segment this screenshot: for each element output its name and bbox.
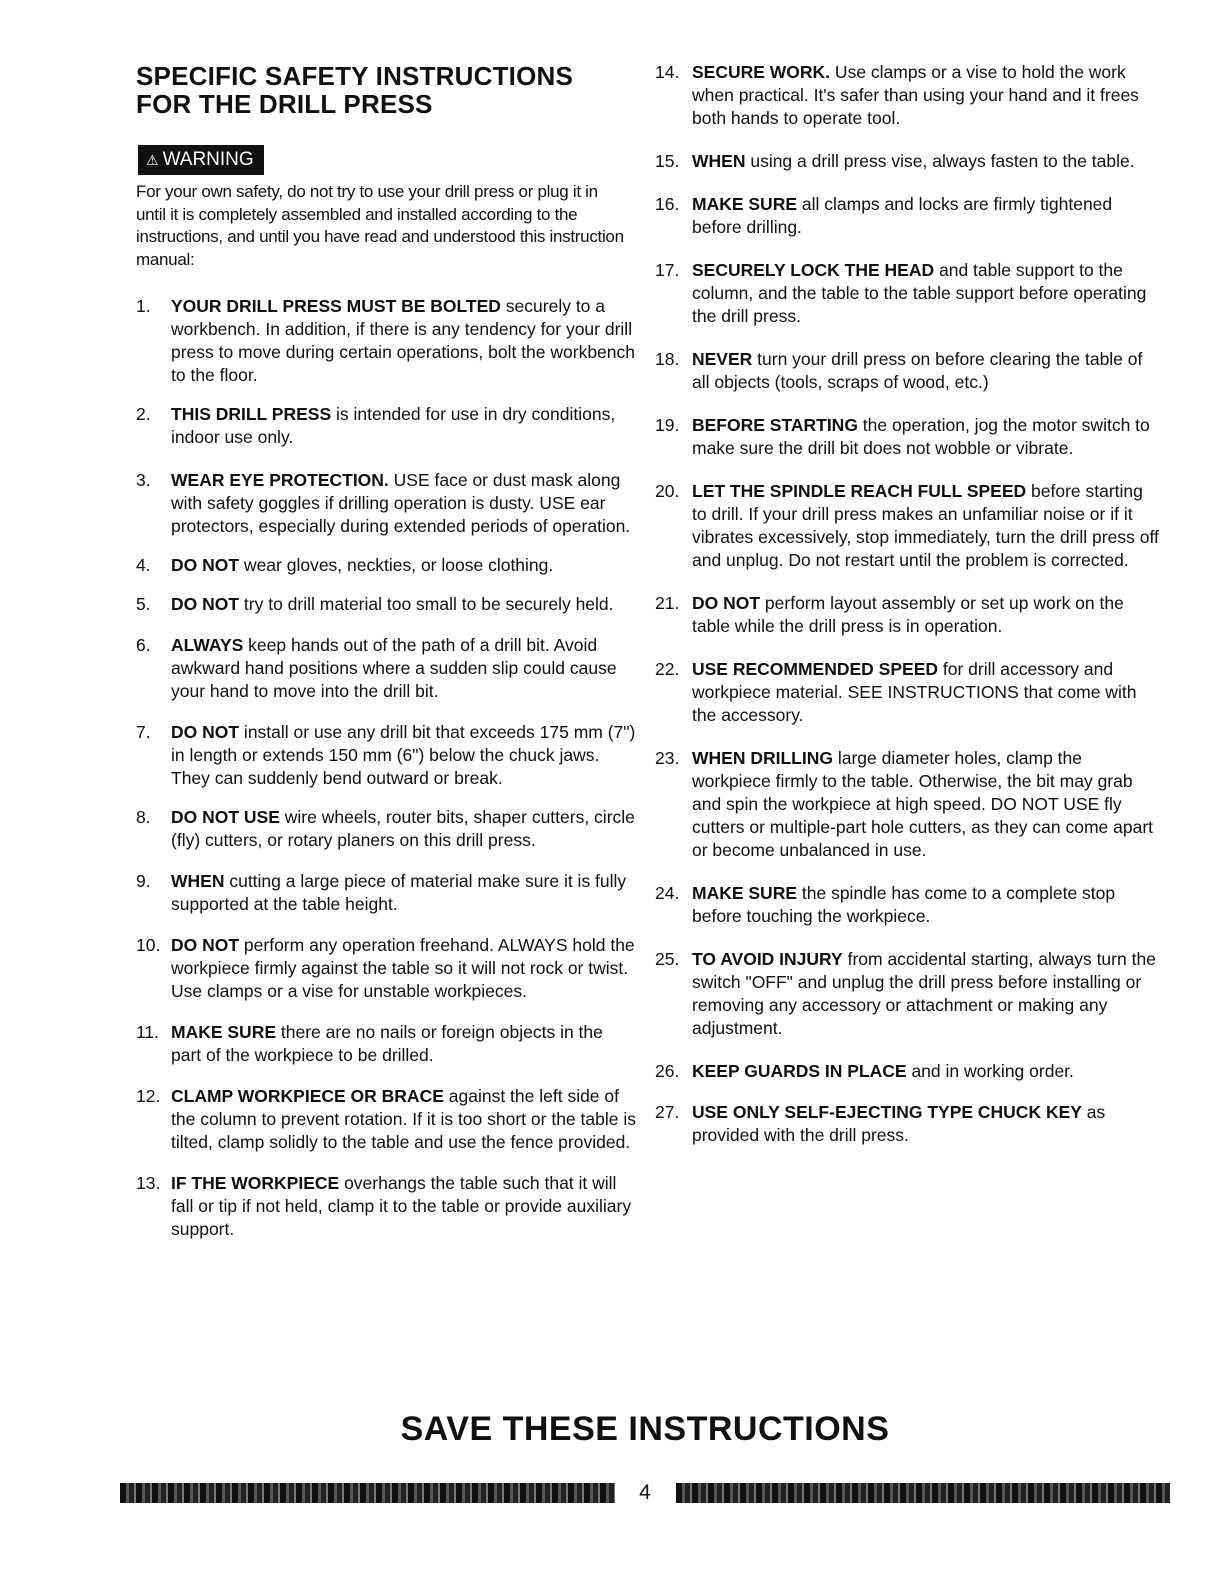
item-number: 18.: [655, 349, 680, 369]
item-lead: YOUR DRILL PRESS MUST BE BOLTED: [171, 296, 501, 316]
item-number: 5.: [136, 594, 151, 614]
item-number: 21.: [655, 593, 680, 613]
page-title: [136, 62, 636, 118]
item-lead: DO NOT USE: [171, 807, 280, 827]
item-text: all clamps and locks are firmly tightened before drilling.: [692, 194, 1113, 237]
item-text: and table support to the column, and the table to the table support before operating the drill press.: [692, 260, 1147, 326]
list-item: [655, 948, 1160, 1040]
list-item: [655, 658, 1160, 727]
list-item: [136, 593, 636, 616]
item-lead: NEVER: [692, 349, 753, 369]
item-text: from accidental starting, always turn the switch "OFF" and unplug the drill press before installing or removing any accessory or attachment or making any adjustment.: [692, 949, 1156, 1038]
list-item: [655, 414, 1160, 460]
item-lead: TO AVOID INJURY: [692, 949, 843, 969]
item-number: 11.: [136, 1022, 160, 1042]
list-item: [136, 721, 636, 790]
list-item: [655, 480, 1160, 572]
list-item: [136, 1085, 636, 1154]
list-item: [136, 806, 636, 852]
item-number: 16.: [655, 194, 680, 214]
item-lead: THIS DRILL PRESS: [171, 404, 332, 424]
list-item: [136, 554, 636, 577]
item-text: overhangs the table such that it will fall or tip if not held, clamp it to the table or provide auxiliary support.: [171, 1173, 632, 1239]
item-number: 22.: [655, 659, 680, 679]
item-number: 2.: [136, 404, 151, 424]
item-lead: DO NOT: [171, 722, 240, 742]
item-text: wear gloves, neckties, or loose clothing.: [239, 555, 554, 575]
warning-label: WARNING: [162, 149, 254, 170]
item-number: 26.: [655, 1061, 680, 1081]
item-lead: USE ONLY SELF-EJECTING TYPE CHUCK KEY: [692, 1102, 1082, 1122]
warning-triangle-icon: ⚠: [146, 152, 159, 168]
list-item: [655, 61, 1160, 130]
item-lead: CLAMP WORKPIECE OR BRACE: [171, 1086, 444, 1106]
item-lead: WHEN: [692, 151, 746, 171]
item-text: using a drill press vise, always fasten to the table.: [745, 151, 1135, 171]
item-number: 20.: [655, 481, 680, 501]
item-lead: MAKE SURE: [692, 883, 798, 903]
item-text: and in working order.: [906, 1061, 1074, 1081]
list-item: [136, 870, 636, 916]
item-number: 8.: [136, 807, 151, 827]
item-text: the operation, jog the motor switch to make sure the drill bit does not wobble or vibrate.: [692, 415, 1150, 458]
item-lead: ALWAYS: [171, 635, 244, 655]
item-text: there are no nails or foreign objects in the part of the workpiece to be drilled.: [171, 1022, 603, 1065]
item-text: Use clamps or a vise to hold the work when practical. It's safer than using your hand and it frees both hands to operate tool.: [692, 62, 1139, 128]
item-number: 12.: [136, 1086, 161, 1106]
item-number: 25.: [655, 949, 680, 969]
item-text: keep hands out of the path of a drill bit. Avoid awkward hand positions where a sudden slip could cause your hand to move into the drill bit.: [171, 635, 617, 701]
item-lead: DO NOT: [692, 593, 761, 613]
list-item: [136, 403, 636, 449]
item-number: 3.: [136, 470, 151, 490]
item-lead: WHEN DRILLING: [692, 748, 833, 768]
item-text: perform layout assembly or set up work on the table while the drill press is in operation.: [692, 593, 1124, 636]
item-text: large diameter holes, clamp the workpiece firmly to the table. Otherwise, the bit may grab and spin the workpiece at high speed. DO NOT USE fly cutters or multiple-part hole cutters, as they can come apart or become unbalanced in use.: [692, 748, 1154, 860]
item-number: 24.: [655, 883, 680, 903]
list-item: [136, 1021, 636, 1067]
item-text: perform any operation freehand. ALWAYS hold the workpiece firmly against the table so it will not rock or twist. Use clamps or a vise for unstable workpieces.: [171, 935, 635, 1001]
item-lead: LET THE SPINDLE REACH FULL SPEED: [692, 481, 1027, 501]
item-text: is intended for use in dry conditions, indoor use only.: [171, 404, 616, 447]
item-number: 10.: [136, 935, 161, 955]
list-item: [136, 1172, 636, 1241]
footer-rule-right: [676, 1483, 1170, 1503]
item-lead: WEAR EYE PROTECTION.: [171, 470, 389, 490]
list-item: [655, 1060, 1160, 1083]
list-item: [655, 1101, 1160, 1147]
item-text: against the left side of the column to prevent rotation. If it is too short or the table is tilted, clamp solidly to the table and use the fence provided.: [171, 1086, 636, 1152]
item-lead: SECURE WORK.: [692, 62, 831, 82]
item-lead: BEFORE STARTING: [692, 415, 858, 435]
list-item: [136, 469, 636, 538]
title-line-1: SPECIFIC SAFETY INSTRUCTIONS: [136, 61, 574, 91]
list-item: [655, 747, 1160, 862]
list-item: [136, 934, 636, 1003]
item-lead: DO NOT: [171, 935, 240, 955]
list-item: [655, 193, 1160, 239]
list-item: [655, 882, 1160, 928]
item-number: 23.: [655, 748, 680, 768]
item-lead: MAKE SURE: [171, 1022, 277, 1042]
item-number: 6.: [136, 635, 151, 655]
item-number: 19.: [655, 415, 680, 435]
item-number: 7.: [136, 722, 151, 742]
list-item: [655, 592, 1160, 638]
item-text: cutting a large piece of material make sure it is fully supported at the table height.: [171, 871, 627, 914]
safety-list-right: [655, 61, 1160, 1147]
list-item: [136, 295, 636, 387]
item-number: 4.: [136, 555, 151, 575]
safety-list-left: [136, 295, 636, 1241]
list-item: [136, 634, 636, 703]
item-text: install or use any drill bit that exceeds 175 mm (7") in length or extends 150 mm (6") below the chuck jaws. They can suddenly bend outward or break.: [171, 722, 636, 788]
item-number: 14.: [655, 62, 680, 82]
item-lead: IF THE WORKPIECE: [171, 1173, 340, 1193]
item-lead: DO NOT: [171, 594, 240, 614]
item-number: 15.: [655, 151, 680, 171]
list-item: [655, 150, 1160, 173]
page-number: 4: [639, 1481, 651, 1504]
item-number: 27.: [655, 1102, 680, 1122]
item-lead: WHEN: [171, 871, 225, 891]
list-item: [655, 348, 1160, 394]
title-line-2: FOR THE DRILL PRESS: [136, 89, 433, 119]
item-text: USE face or dust mask along with safety goggles if drilling operation is dusty. USE ear protectors, especially during extended periods of operation.: [171, 470, 631, 536]
item-lead: SECURELY LOCK THE HEAD: [692, 260, 935, 280]
item-text: the spindle has come to a complete stop before touching the workpiece.: [692, 883, 1116, 926]
footer-rule-left: [120, 1483, 615, 1503]
warning-intro-text: For your own safety, do not try to use your drill press or plug it in until it is completely assembled and installed according to the instructions, and until you have read and understood this instruction manual:: [136, 182, 624, 269]
item-number: 1.: [136, 296, 151, 316]
item-text: try to drill material too small to be securely held.: [239, 594, 614, 614]
save-instructions-heading: SAVE THESE INSTRUCTIONS: [400, 1410, 890, 1448]
item-text: as provided with the drill press.: [692, 1102, 1106, 1145]
list-item: [655, 259, 1160, 328]
item-text: before starting to drill. If your drill press makes an unfamiliar noise or if it vibrates excessively, stop immediately, turn the drill press off and unplug. Do not restart until the problem is corrected.: [692, 481, 1159, 570]
item-number: 17.: [655, 260, 680, 280]
item-text: for drill accessory and workpiece material. SEE INSTRUCTIONS that come with the accessory.: [692, 659, 1137, 725]
item-number: 9.: [136, 871, 151, 891]
item-lead: USE RECOMMENDED SPEED: [692, 659, 939, 679]
item-text: wire wheels, router bits, shaper cutters, circle (fly) cutters, or rotary planers on this drill press.: [171, 807, 635, 850]
item-lead: KEEP GUARDS IN PLACE: [692, 1061, 907, 1081]
item-lead: MAKE SURE: [692, 194, 798, 214]
item-lead: DO NOT: [171, 555, 240, 575]
item-text: securely to a workbench. In addition, if there is any tendency for your drill press to move during certain operations, bolt the workbench to the floor.: [171, 296, 636, 385]
item-text: turn your drill press on before clearing the table of all objects (tools, scraps of wood, etc.): [692, 349, 1143, 392]
item-number: 13.: [136, 1173, 161, 1193]
warning-badge: [138, 145, 264, 175]
